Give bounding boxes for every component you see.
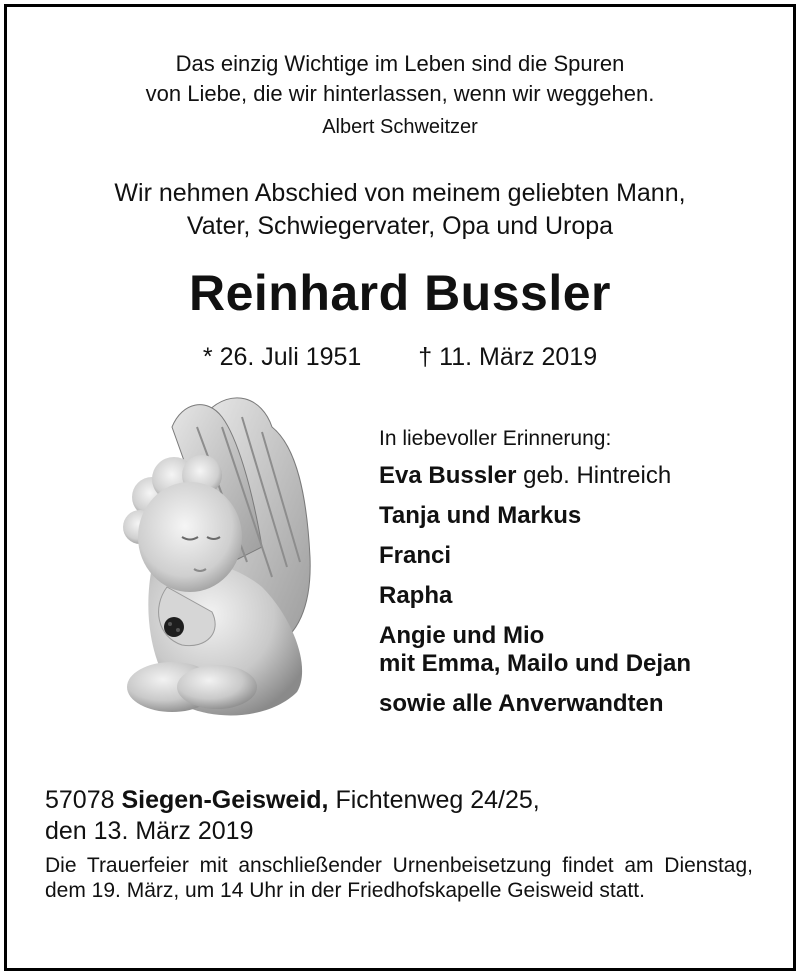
city: Siegen-Geisweid, [121,786,329,814]
obituary-frame [4,4,796,971]
quote-line-1: Das einzig Wichtige im Leben sind die Spuren [175,51,625,76]
farewell-line-1: Wir nehmen Abschied von meinem geliebten Mann, [114,179,686,207]
mourner-angie [379,622,779,678]
address-block [45,785,540,847]
mourner-eva [379,462,779,490]
mourner-relatives: sowie alle Anverwandten [379,690,664,717]
deceased-name: Reinhard Bussler [188,265,611,321]
mourner-angie-line-1: Angie und Mio [379,622,545,649]
postcode: 57078 [45,786,115,814]
service-notice: Die Trauerfeier mit anschließender Urnenbeisetzung findet am Dienstag, dem 19. März, um 14 Uhr in der Friedhofskapelle Geisweid statt. [45,854,753,902]
mourner-franci: Franci [379,542,452,569]
notice-date: den 13. März 2019 [45,817,254,845]
death-date: † 11. März 2019 [418,343,598,371]
life-dates [7,341,793,373]
mourner-tanja: Tanja und Markus [379,502,582,529]
mourners-intro: In liebevoller Erinnerung: [379,427,612,450]
quote [7,49,793,109]
angel-figurine-icon [112,387,322,722]
mourner-eva-name: Eva Bussler [379,462,517,489]
mourner-rapha: Rapha [379,582,453,609]
mourners-list [379,424,779,730]
birth-date: * 26. Juli 1951 [202,343,362,371]
mourner-eva-maiden: geb. Hintreich [523,462,672,489]
address-line [45,785,540,816]
farewell-line-2: Vater, Schwiegervater, Opa und Uropa [186,212,614,240]
street: Fichtenweg 24/25, [335,786,540,814]
farewell-text [7,177,793,243]
quote-author: Albert Schweitzer [322,116,478,138]
mourner-angie-line-2: mit Emma, Mailo und Dejan [379,650,692,677]
quote-line-2: von Liebe, die wir hinterlassen, wenn wir weggehen. [145,81,655,106]
